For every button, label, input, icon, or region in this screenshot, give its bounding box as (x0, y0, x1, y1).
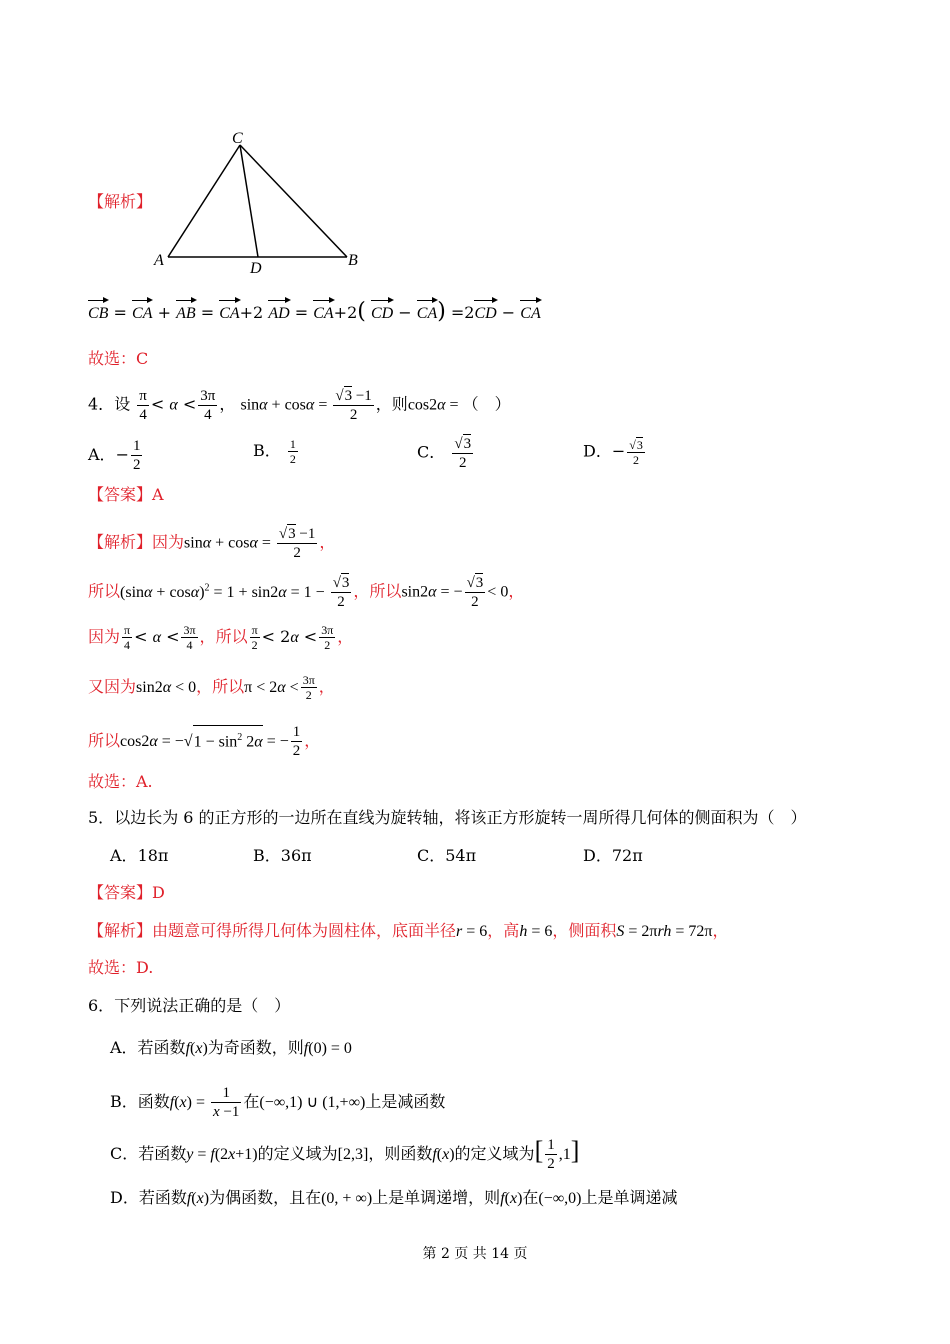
q5-jiexi-label: 【解析】 (88, 921, 153, 940)
q4-because2: 因为 (88, 627, 121, 646)
q4-answer-line (88, 483, 164, 507)
q4-so3: 所以 (212, 677, 245, 696)
q6-stem-text: 下列说法正确的是（ ） (114, 996, 291, 1015)
q4-so2: 所以 (215, 627, 248, 646)
q6-number: 6． (88, 996, 115, 1015)
q5-option-b: B．36π (253, 846, 312, 865)
q4-so: 所以 (88, 581, 121, 601)
q5-number: 5． (88, 808, 115, 827)
q4-option-c: C． $\frac{√3}{2}$ (417, 436, 472, 471)
q4-step3: 因为 $\frac{\pi}{4}$ < α < $\frac{3\pi}{4}$ ，所以 $\frac{\pi}{2}$ < 2α < $\frac{3\pi}{2}$ ， (88, 623, 354, 652)
q4-so4: 所以 (88, 731, 121, 750)
vertex-label-C: C (232, 130, 243, 147)
q4-then: ，则 (375, 394, 408, 414)
q5-answer-label: 【答案】 (88, 883, 153, 902)
q5-explain-s: ，侧面积 (552, 921, 617, 940)
q3-answer-prefix: 故选： (88, 349, 137, 368)
q5-stem-text: 以边长为 6 的正方形的一边所在直线为旋转轴，将该正方形旋转一周所得几何体的侧面积为（ ） (114, 808, 807, 827)
q3-vector-derivation: CB = CA + AB = CA+2 AD = CA+2( CD − CA) =2CD − CA (88, 299, 541, 324)
q6-option-b: B．函数f(x) = $\frac{1}{x -1}$ 在(−∞,1) ∪ (1,+∞)上是减函数 (110, 1085, 446, 1120)
q3-answer-value: C (136, 349, 149, 368)
segment-CA (168, 145, 240, 257)
q4-also: 又因为 (88, 677, 137, 696)
q4-stem: 4．设 $\frac{\pi}{4}$ < α < $\frac{3\pi}{4}$ ， sinα + cosα = $\frac{√3 -1}{2}$ ，则cos2α = （ ） (88, 387, 511, 423)
q4-step5: 所以$\cos 2\alpha = -√1 - \sin^2 2\alpha$ = − $\frac{1}{2}$ ， (88, 724, 321, 759)
q4-jiexi-label: 【解析】 (88, 532, 153, 552)
q4-final: 故选：A. (88, 772, 153, 791)
q4-option-a: A．− $\frac{1}{2}$ (88, 438, 141, 473)
q5-answer-line (88, 881, 165, 905)
q5-final: 故选：D. (88, 958, 154, 977)
triangle-figure (150, 125, 380, 275)
page-footer: 第 2 页 共 14 页 (422, 1246, 528, 1262)
q5-option-c: C．54π (417, 846, 477, 865)
q4-step1: 【解析】因为sinα + cosα = $\frac{√3 -1}{2}$ ， (88, 526, 336, 561)
vertex-label-B: B (348, 252, 358, 269)
q5-option-d: D．72π (583, 846, 643, 865)
q6-stem (88, 994, 290, 1018)
q4-step4: 又因为sin2α < 0，所以π < 2α < $\frac{3\pi}{2}$ ， (88, 673, 335, 702)
q4-answer-label: 【答案】 (88, 485, 153, 504)
q4-option-d: D．− $\frac{√3}{2}$ (583, 438, 643, 467)
q5-explain-text: 由题意可得所得几何体为圆柱体，底面半径 (152, 921, 457, 940)
q4-because: 因为 (152, 532, 185, 552)
q4-comma: ， (219, 394, 236, 414)
q4-option-b: B． $\frac{1}{2}$ (253, 437, 296, 466)
vertex-label-D: D (250, 260, 262, 275)
q5-stem (88, 806, 807, 830)
vertex-label-A: A (154, 252, 164, 269)
q5-answer-value: D (152, 883, 165, 902)
q4-stem-prefix: 设 (114, 394, 131, 414)
q5-explain-h: ，高 (487, 921, 520, 940)
q6-option-a: A．若函数f(x)为奇函数，则f(0) = 0 (110, 1038, 352, 1057)
q5-explanation: 【解析】由题意可得所得几何体为圆柱体，底面半径r = 6，高h = 6，侧面积S = 2πrh = 72π， (88, 921, 729, 940)
q6-option-c: C．若函数y = f(2x+1)的定义域为[2,3]，则函数f(x)的定义域为[ $\frac{1}{2}$ ,1] (110, 1136, 580, 1172)
q3-jiexi-label: 【解析】 (88, 192, 153, 211)
q4-answer-value: A (152, 485, 164, 504)
q4-blank: （ ） (462, 394, 511, 414)
q4-number: 4． (88, 394, 115, 414)
q6-option-d: D．若函数f(x)为偶函数，且在(0, + ∞)上是单调递增，则f(x)在(−∞,0)上是单调递减 (110, 1188, 678, 1207)
q3-answer-line (88, 347, 148, 371)
q4-step2: 所以$(\sin\alpha + \cos\alpha)^2 = 1 + \sin 2\alpha = 1$ − $\frac{√3}{2}$ ，所以sin2α = − $\frac{√3}{2}$ < 0， (88, 575, 525, 610)
q5-option-a: A．18π (110, 846, 169, 865)
